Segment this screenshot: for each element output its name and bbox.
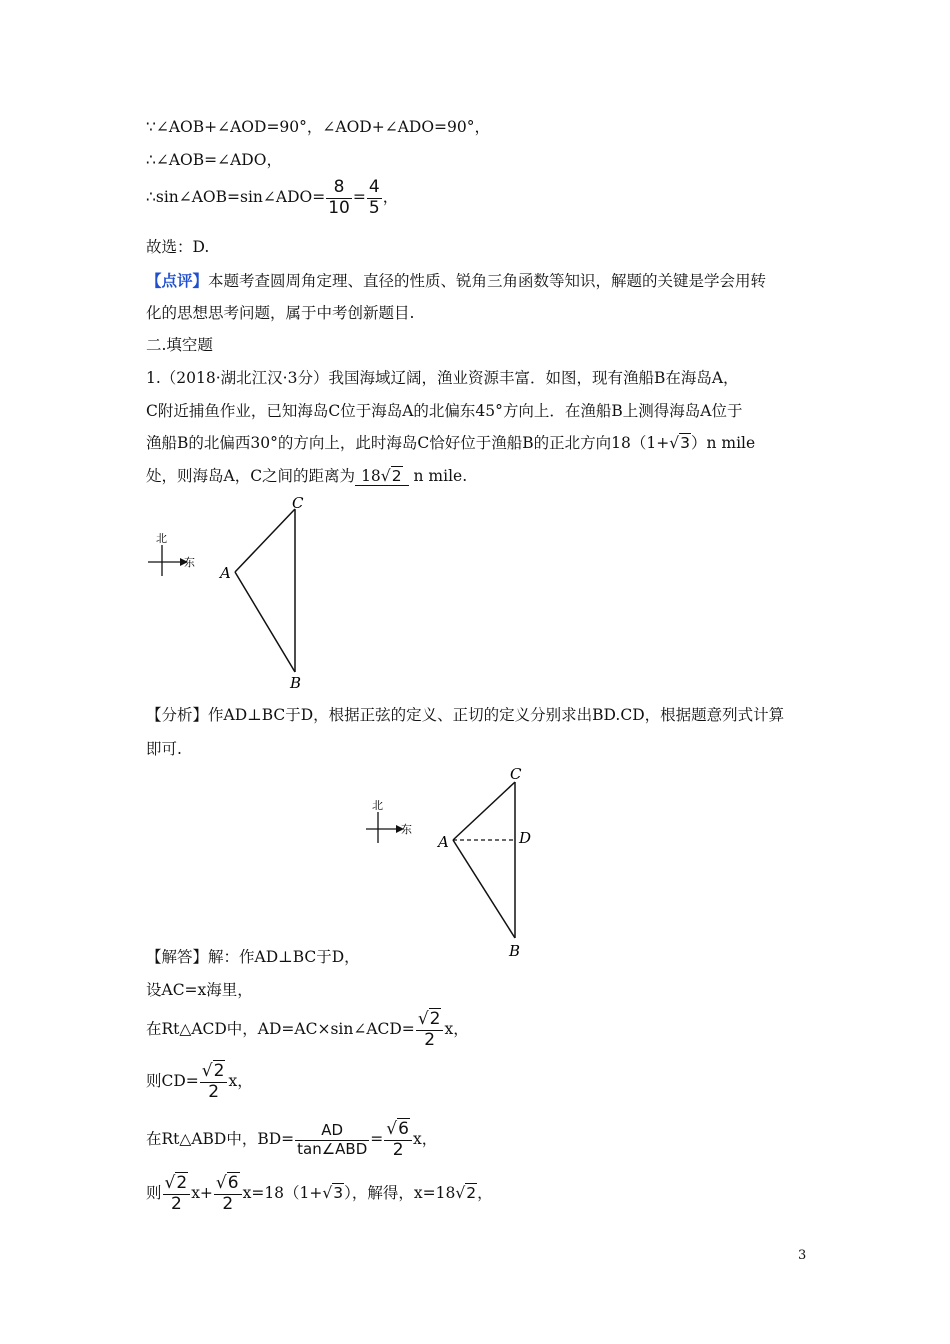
radicand: 2 bbox=[429, 1009, 441, 1029]
sqrt-3: √3 bbox=[669, 434, 690, 452]
text-line-10 bbox=[146, 431, 755, 453]
sqrt-2: √2 bbox=[380, 467, 402, 485]
line18-suffix: x， bbox=[412, 1130, 438, 1149]
north-label: 北 bbox=[372, 799, 383, 812]
line17-suffix: x， bbox=[228, 1072, 253, 1091]
fraction-8-10 bbox=[326, 178, 352, 218]
text-line-1: ∵∠AOB+∠AOD=90°，∠AOD+∠ADO=90°， bbox=[146, 118, 490, 136]
page-number: 3 bbox=[798, 1248, 807, 1263]
point-d-label: D bbox=[519, 829, 532, 847]
east-label: 东 bbox=[401, 823, 412, 836]
radicand: 2 bbox=[176, 1173, 188, 1193]
figure-1 bbox=[140, 492, 340, 692]
text-line-13: 即可. bbox=[146, 740, 182, 758]
fraction-ad-over-tan bbox=[295, 1122, 369, 1158]
radicand: 2 bbox=[213, 1061, 225, 1081]
line10-prefix: 渔船B的北偏西30°的方向上，此时海岛C恰好位于渔船B的正北方向18（1+ bbox=[146, 434, 670, 452]
denominator: 5 bbox=[368, 197, 380, 218]
line19-equation: x=18（1+ bbox=[242, 1184, 323, 1203]
line16-prefix: 在Rt△ACD中，AD=AC×sin∠ACD= bbox=[146, 1020, 415, 1039]
fraction-4-5 bbox=[367, 178, 382, 218]
radicand: 2 bbox=[466, 1184, 477, 1203]
radicand: 6 bbox=[227, 1173, 239, 1193]
numerator: 8 bbox=[326, 178, 352, 199]
east-label: 东 bbox=[184, 556, 195, 569]
text-line-19 bbox=[146, 1174, 493, 1214]
radicand: 3 bbox=[680, 434, 690, 452]
denominator: 2 bbox=[170, 1193, 182, 1214]
line19-middle: x+ bbox=[191, 1184, 213, 1203]
line18-prefix: 在Rt△ABD中，BD= bbox=[146, 1130, 295, 1149]
point-a-label: A bbox=[220, 564, 231, 582]
fraction-sqrt2-over-2: $\frac{√2}{2}$ bbox=[163, 1174, 191, 1214]
fraction-sqrt2-over-2: $\frac{√2}{2}$ bbox=[200, 1062, 228, 1102]
line3-suffix: ， bbox=[382, 188, 399, 207]
denominator: 2 bbox=[424, 1029, 436, 1050]
text-line-18 bbox=[146, 1120, 437, 1160]
text-line-5 bbox=[146, 269, 766, 291]
numerator: 4 bbox=[368, 177, 380, 197]
line17-prefix: 则CD= bbox=[146, 1072, 199, 1091]
fraction-sqrt6-over-2: $\frac{√6}{2}$ bbox=[214, 1174, 242, 1214]
answer-blank bbox=[355, 467, 409, 486]
radicand: 6 bbox=[398, 1119, 409, 1139]
line19-solution: ），解得，x=18 bbox=[344, 1184, 456, 1203]
sqrt-3: √3 bbox=[322, 1184, 344, 1203]
denominator: 2 bbox=[222, 1193, 234, 1214]
point-c-label: C bbox=[510, 765, 522, 783]
figure-2 bbox=[360, 760, 570, 965]
comment-text: 本题考查圆周角定理、直径的性质、锐角三角函数等知识，解题的关键是学会用转 bbox=[208, 272, 767, 290]
denominator: 10 bbox=[328, 197, 350, 218]
line16-suffix: x， bbox=[444, 1020, 469, 1039]
text-line-6: 化的思想思考问题，属于中考创新题目. bbox=[146, 304, 415, 322]
comment-tag: 【点评】 bbox=[146, 271, 209, 290]
north-label: 北 bbox=[156, 532, 167, 545]
line10-suffix: ）n mile bbox=[690, 434, 756, 452]
denominator: 2 bbox=[392, 1139, 404, 1160]
text-line-17 bbox=[146, 1062, 253, 1102]
text-line-2: ∴∠AOB=∠ADO， bbox=[146, 151, 282, 169]
sqrt-2: √2 bbox=[455, 1184, 477, 1203]
text-line-12: 【分析】作AD⊥BC于D，根据正弦的定义、正切的定义分别求出BD.CD，根据题意列式计算 bbox=[146, 706, 785, 724]
section-heading: 二.填空题 bbox=[146, 336, 213, 354]
text-line-9: C附近捕鱼作业，已知海岛C位于海岛A的北偏东45°方向上．在渔船B上测得海岛A位于 bbox=[146, 402, 743, 420]
denominator: tan∠ABD bbox=[297, 1139, 368, 1158]
fraction-sqrt6-over-2: $\frac{√6}{2}$ bbox=[384, 1120, 412, 1160]
text-line-3 bbox=[146, 178, 398, 218]
line19-suffix: ， bbox=[477, 1184, 493, 1203]
equals: = bbox=[352, 188, 366, 207]
line19-prefix: 则 bbox=[146, 1184, 162, 1203]
text-line-15: 设AC=x海里， bbox=[146, 981, 253, 999]
numerator: AD bbox=[295, 1122, 369, 1140]
radicand: 2 bbox=[391, 467, 402, 485]
point-b-label: B bbox=[290, 674, 302, 692]
equals: = bbox=[370, 1130, 384, 1149]
denominator: 2 bbox=[208, 1081, 220, 1102]
line3-prefix: ∴sin∠AOB=sin∠ADO= bbox=[146, 188, 326, 207]
text-line-14: 【解答】解：作AD⊥BC于D， bbox=[146, 948, 360, 966]
fraction-sqrt2-over-2: $\frac{√2}{2}$ bbox=[416, 1010, 444, 1050]
radicand: 3 bbox=[333, 1184, 344, 1203]
point-b-label: B bbox=[509, 942, 521, 960]
line11-prefix: 处，则海岛A，C之间的距离为 bbox=[146, 467, 356, 485]
text-line-8: 1.（2018·湖北江汉·3分）我国海域辽阔，渔业资源丰富．如图，现有渔船B在海岛A， bbox=[146, 369, 739, 387]
text-line-11 bbox=[146, 464, 467, 486]
point-c-label: C bbox=[292, 494, 304, 512]
point-a-label: A bbox=[438, 833, 449, 851]
text-line-16 bbox=[146, 1010, 469, 1050]
line11-suffix: n mile. bbox=[413, 467, 468, 485]
answer-coefficient: 18 bbox=[361, 467, 381, 485]
text-line-4: 故选：D. bbox=[146, 238, 210, 256]
